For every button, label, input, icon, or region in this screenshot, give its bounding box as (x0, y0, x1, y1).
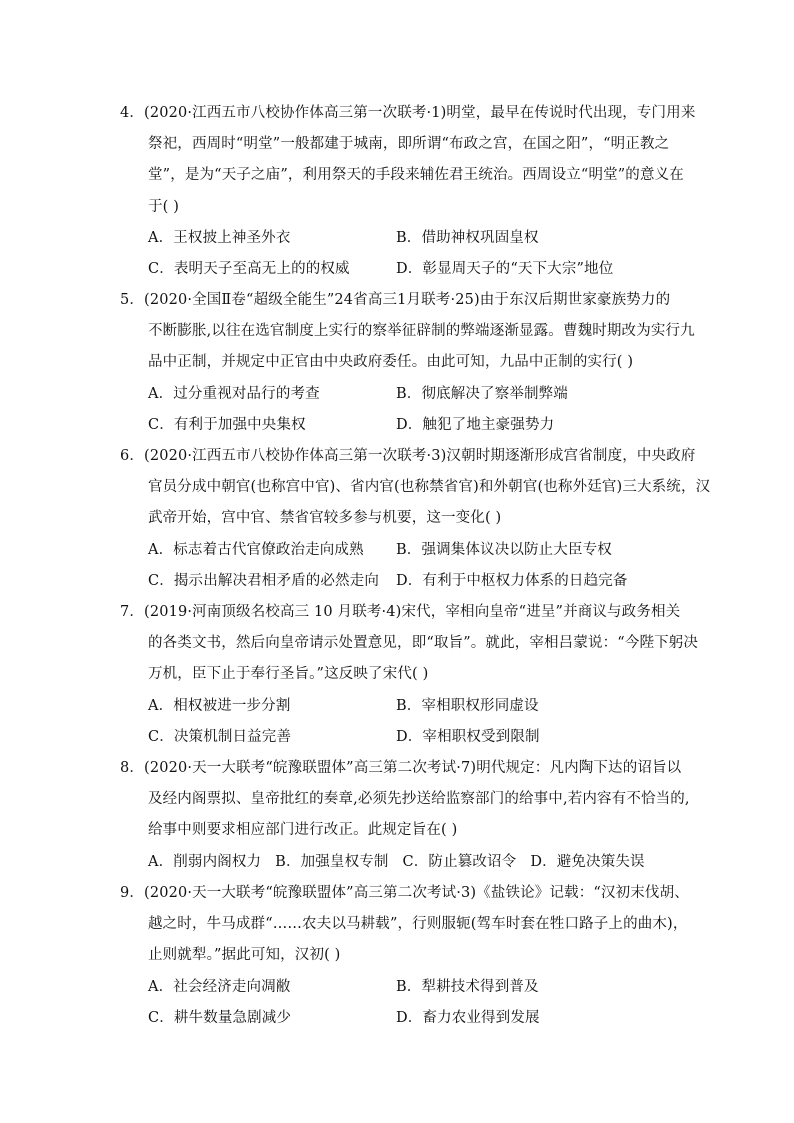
question-text-line: 5．(2020·全国Ⅱ卷“超级全能生”24省高三1月联考·25)由于东汉后期世家豪族势力的 (120, 292, 671, 308)
option-c[interactable]: C．有利于加强中央集权 (148, 416, 306, 433)
option-row (148, 410, 680, 441)
question-text-line: 官员分成中朝官(也称宫中官)、省内官(也称禁省官)和外朝官(也称外廷官)三大系统，汉 (148, 479, 711, 496)
option-b[interactable]: B．强调集体议决以防止大臣专权 (396, 541, 612, 558)
question-text-line: 品中正制，并规定中正官由中央政府委任。由此可知，九品中正制的实行( ) (148, 354, 634, 371)
option-a[interactable]: A．相权被进一步分割 (148, 697, 291, 714)
option-c[interactable]: C．决策机制日益完善 (148, 728, 292, 745)
option-a[interactable]: A．社会经济走向凋敝 (148, 978, 291, 995)
question-6 (120, 441, 711, 597)
option-row (148, 254, 680, 285)
question-text-line: 越之时，牛马成群“……农夫以马耕载”，行则服轭(驾车时套在牲口路子上的曲木)， (148, 916, 688, 933)
option-d[interactable]: D．避免决策失误 (530, 853, 645, 870)
option-b[interactable]: B．借助神权巩固皇权 (396, 229, 539, 246)
question-text-line: 6．(2020·江西五市八校协作体高三第一次联考·3)汉朝时期逐渐形成宫省制度，中央政府 (120, 448, 696, 464)
question-8 (120, 753, 690, 878)
option-a[interactable]: A．标志着古代官僚政治走向成熟 (148, 541, 364, 558)
question-text-line: 的各类文书，然后向皇帝请示处置意见，即“取旨”。就此，宰相吕蒙说：“今陛下躬决 (148, 635, 699, 652)
question-text-line: 7．(2019·河南顶级名校高三 10 月联考·4)宋代，宰相向皇帝“进呈”并商议与政务相关 (120, 604, 681, 620)
question-9 (120, 878, 689, 1034)
option-row (148, 972, 680, 1003)
option-a[interactable]: A．削弱内阁权力 (148, 853, 262, 870)
question-text-line: 9．(2020·天一大联考“皖豫联盟体”高三第二次考试·3)《盐铁论》记载：“汉初末伐胡、 (120, 885, 689, 901)
question-7 (120, 597, 699, 753)
answer-options (120, 535, 680, 597)
question-text-line: 8．(2020·天一大联考“皖豫联盟体”高三第二次考试·7)明代规定：凡内陶下达的诏旨以 (120, 760, 682, 776)
option-d[interactable]: D．宰相职权受到限制 (396, 728, 540, 745)
option-row (148, 847, 680, 878)
option-c[interactable]: C．揭示出解决君相矛盾的必然走向 (148, 572, 379, 589)
answer-options (120, 972, 680, 1034)
option-d[interactable]: D．有利于中枢权力体系的日趋完备 (396, 572, 628, 589)
question-text-line: 武帝开始，宫中官、禁省官较多参与机要，这一变化( ) (148, 510, 502, 527)
option-c[interactable]: C．防止篡改诏令 (402, 853, 517, 870)
answer-options (120, 379, 680, 441)
option-d[interactable]: D．畜力农业得到发展 (396, 1009, 540, 1026)
answer-options (120, 847, 680, 878)
option-b[interactable]: B．加强皇权专制 (275, 853, 389, 870)
option-row (148, 1003, 680, 1034)
option-row (148, 223, 680, 254)
option-row (148, 566, 680, 597)
question-5 (120, 285, 695, 441)
option-b[interactable]: B．彻底解决了察举制弊端 (396, 385, 568, 402)
option-d[interactable]: D．彰显周天子的“天下大宗”地位 (396, 261, 614, 277)
option-b[interactable]: B．宰相职权形同虚设 (396, 697, 539, 714)
question-text-line: 4．(2020·江西五市八校协作体高三第一次联考·1)明堂，最早在传说时代出现，专门用来 (120, 105, 696, 121)
option-c[interactable]: C．表明天子至高无上的的权威 (148, 261, 350, 277)
answer-options (120, 223, 680, 285)
option-row (148, 691, 680, 722)
option-b[interactable]: B．犁耕技术得到普及 (396, 978, 539, 995)
option-c[interactable]: C．耕牛数量急剧减少 (148, 1009, 292, 1026)
question-text-line: 及经内阁票拟、皇帝批红的奏章,必须先抄送给监察部门的给事中,若内容有不恰当的, (148, 791, 690, 808)
option-a[interactable]: A．过分重视对品行的考查 (148, 385, 320, 402)
option-a[interactable]: A．王权披上神圣外衣 (148, 229, 291, 246)
option-row (148, 722, 680, 753)
question-text-line: 祭祀，西周时“明堂”一般都建于城南，即所谓“布政之宫，在国之阳”，“明正教之 (148, 136, 670, 153)
question-text-line: 止则就犁。”据此可知，汉初( ) (148, 947, 341, 964)
question-text-line: 给事中则要求相应部门进行改正。此规定旨在( ) (148, 822, 458, 839)
question-text-line: 不断膨胀,以往在选官制度上实行的察举征辟制的弊端逐渐显露。曹魏时期改为实行九 (148, 323, 695, 340)
question-text-line: 万机，臣下止于奉行圣旨。”这反映了宋代( ) (148, 666, 429, 683)
option-row (148, 379, 680, 410)
answer-options (120, 691, 680, 753)
option-d[interactable]: D．触犯了地主豪强势力 (396, 416, 555, 433)
question-text-line: 堂”，是为“天子之庙”，利用祭天的手段来辅佐君王统治。西周设立“明堂”的意义在 (148, 167, 684, 184)
question-text-line: 于( ) (148, 198, 180, 215)
question-4 (120, 98, 696, 285)
option-row (148, 535, 680, 566)
